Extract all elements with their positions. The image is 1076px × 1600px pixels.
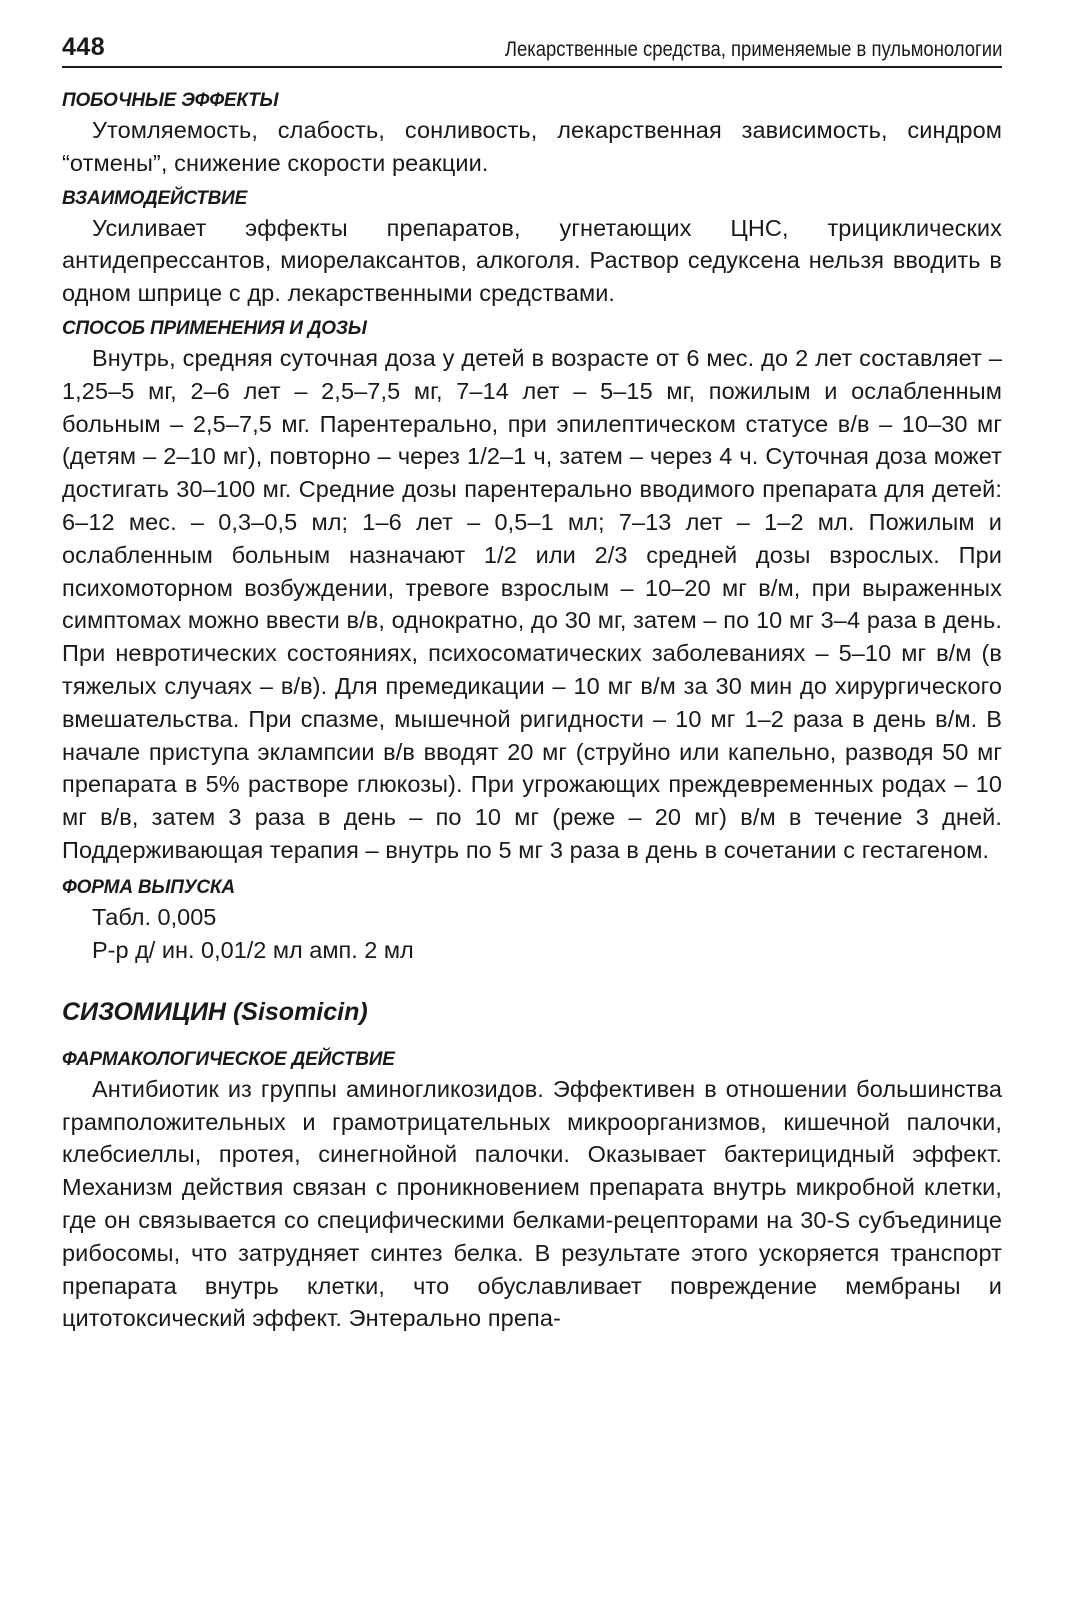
- drug-name: СИЗОМИЦИН: [62, 997, 226, 1026]
- interaction-text: Усиливает эффекты препаратов, угнетающих ЦНС, трициклических антидепрессантов, миорелаксантов, алкоголя. Раствор седуксена нельзя вводить в одном шприце с др. лекарственными средствами.: [62, 214, 1002, 307]
- book-page: [62, 22, 1002, 1335]
- running-title: Лекарственные средства, применяемые в пульмонологии: [504, 38, 1002, 61]
- side-effects-heading: ПОБОЧНЫЕ ЭФФЕКТЫ: [62, 90, 279, 111]
- dosage-heading: СПОСОБ ПРИМЕНЕНИЯ И ДОЗЫ: [62, 317, 367, 339]
- pharmacology-section: [62, 1047, 1002, 1335]
- release-form-line-1: Табл. 0,005: [92, 903, 217, 930]
- drug-entry: [62, 995, 1002, 1335]
- release-form-line-2: Р-р д/ ин. 0,01/2 мл амп. 2 мл: [92, 936, 414, 963]
- pharmacology-heading: ФАРМАКОЛОГИЧЕСКОЕ ДЕЙСТВИЕ: [62, 1048, 395, 1070]
- interaction-heading: ВЗАИМОДЕЙСТВИЕ: [62, 187, 248, 209]
- pharmacology-text: Антибиотик из группы аминогликозидов. Эффективен в отношении большинства грамположительных и грамотрицательных микроорганизмов, кишечной палочки, клебсиеллы, протея, синегнойной палочки. Оказывает бактерицидный эффект. Механизм действия связан с проникновением препарата внутрь микробной клетки, где он связывается со специфическими белками-рецепторами на 30-S субъединице рибосомы, что затрудняет синтез белка. В результате этого ускоряется транспорт препарата внутрь клетки, что обуславливает повреждение мембраны и цитотоксический эффект. Энтерально препа-: [62, 1075, 1002, 1332]
- release-form-section: [62, 875, 1002, 967]
- drug-title: [62, 995, 1002, 1029]
- side-effects-text: Утомляемость, слабость, сонливость, лекарственная зависимость, синдром “отмены”, снижение скорости реакции.: [62, 117, 1002, 176]
- release-form-heading: ФОРМА ВЫПУСКА: [62, 876, 235, 898]
- interaction-section: [62, 186, 1002, 310]
- running-header: [62, 22, 1002, 68]
- dosage-text: Внутрь, средняя суточная доза у детей в возрасте от 6 мес. до 2 лет составляет –1,25–5 мг, 2–6 лет – 2,5–7,5 мг, 7–14 лет – 5–15 мг, пожилым и ослабленным больным – 2,5–7,5 мг. Парентерально, при эпилептическом статусе в/в – 10–30 мг (детям – 2–10 мг), повторно – через 1/2–1 ч, затем – через 4 ч. Суточная доза может достигать 30–100 мг. Средние дозы парентерально вводимого препарата для детей: 6–12 мес. – 0,3–0,5 мл; 1–6 лет – 0,5–1 мл; 7–13 лет – 1–2 мл. Пожилым и ослабленным больным назначают 1/2 или 2/3 средней дозы взрослых. При психомоторном возбуждении, тревоге взрослым – 10–20 мг в/м, при выраженных симптомах можно ввести в/в, однократно, до 30 мг, затем – по 10 мг 3–4 раза в день. При невротических состояниях, психосоматических заболеваниях – 5–10 мг в/м (в тяжелых случаях – в/в). Для премедикации – 10 мг в/м за 30 мин до хирургического вмешательства. При спазме, мышечной ригидности – 10 мг 1–2 раза в день в/м. В начале приступа эклампсии в/в вводят 20 мг (струйно или капельно, разводя 50 мг препарата в 5% растворе глюкозы). При угрожающих преждевременных родах – 10 мг в/в, затем 3 раза в день – по 10 мг (реже – 20 мг) в/м в течение 3 дней. Поддерживающая терапия – внутрь по 5 мг 3 раза в день в сочетании с гестагеном.: [62, 344, 1002, 863]
- side-effects-section: [62, 88, 1002, 180]
- drug-latin-name: (Sisomicin): [232, 997, 368, 1026]
- page-number: 448: [62, 33, 106, 61]
- dosage-section: [62, 316, 1002, 867]
